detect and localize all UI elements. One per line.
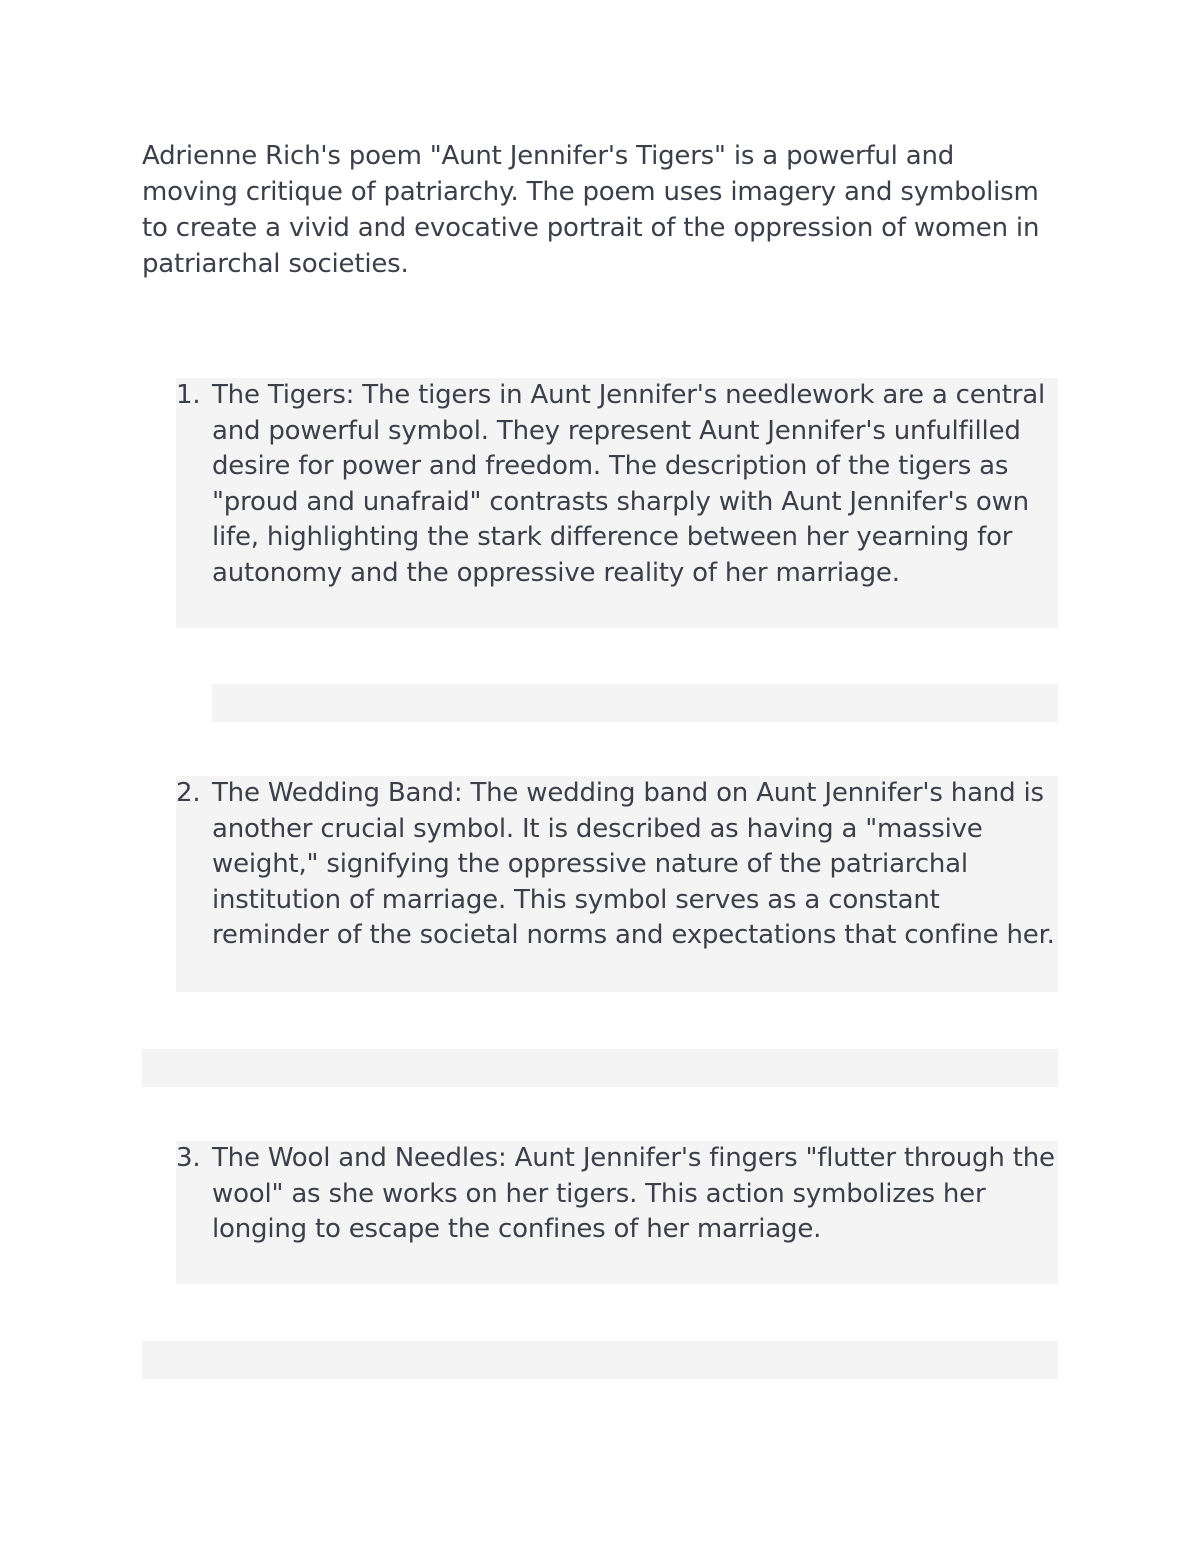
list-number: 3. — [176, 1143, 201, 1173]
empty-block — [142, 1049, 1058, 1087]
list-number: 2. — [176, 778, 201, 808]
list-item — [176, 1141, 1058, 1284]
list-item-text: The Wool and Needles: Aunt Jennifer's fingers "flutter through the wool" as she works on her tigers. This action symbolizes her longing to escape the confines of her marriage. — [212, 1143, 1055, 1244]
intro-paragraph: Adrienne Rich's poem "Aunt Jennifer's Tigers" is a powerful and moving critique of patriarchy. The poem uses imagery and symbolism to create a vivid and evocative portrait of the oppression of women in patriarchal societies. — [142, 141, 1040, 279]
list-item-text: The Wedding Band: The wedding band on Aunt Jennifer's hand is another crucial symbol. It is described as having a "massive weight," signifying the oppressive nature of the patriarchal institution of marriage. This symbol serves as a constant reminder of the societal norms and expectations that confine her. — [212, 778, 1055, 950]
list-item-text: The Tigers: The tigers in Aunt Jennifer's needlework are a central and powerful symbol. They represent Aunt Jennifer's unfulfilled desire for power and freedom. The description of the tigers as "proud and unafraid" contrasts sharply with Aunt Jennifer's own life, highlighting the stark difference between her yearning for autonomy and the oppressive reality of her marriage. — [212, 380, 1046, 588]
empty-block — [142, 1341, 1058, 1379]
list-item — [176, 776, 1058, 992]
list-number: 1. — [176, 380, 201, 410]
empty-block — [212, 684, 1058, 722]
list-item — [176, 378, 1058, 628]
